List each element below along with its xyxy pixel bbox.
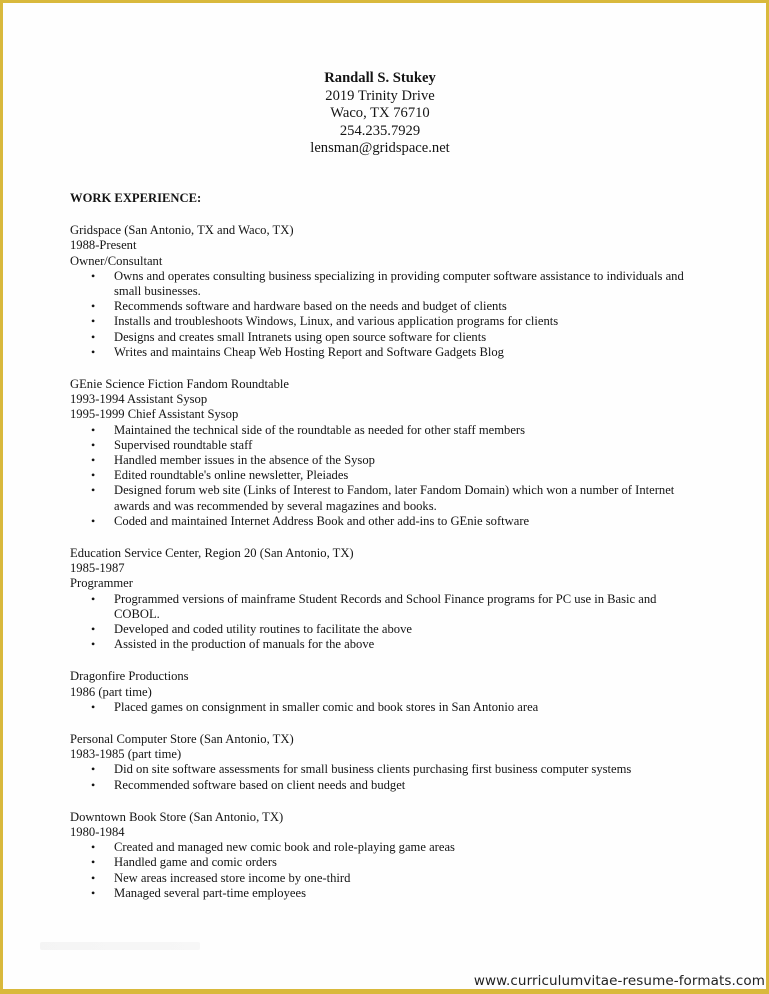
section-title-work-experience: WORK EXPERIENCE:: [70, 190, 202, 205]
candidate-name: Randall S. Stukey: [324, 70, 436, 86]
job-list: [70, 223, 690, 901]
job-entry: [70, 377, 690, 529]
bullet-icon: •: [91, 437, 96, 452]
bullet-icon: •: [91, 314, 96, 329]
duty-list: [70, 592, 690, 653]
duty-text: Installs and troubleshoots Windows, Linux, and various application programs for clients: [114, 314, 559, 329]
duty-text: Coded and maintained Internet Address Book and other add-ins to GEnie software: [114, 513, 530, 528]
bullet-icon: •: [91, 483, 96, 498]
job-employer: Personal Computer Store (San Antonio, TX): [70, 732, 294, 747]
job-employer: Downtown Book Store (San Antonio, TX): [70, 809, 284, 824]
bullet-icon: •: [91, 513, 96, 528]
duty-list: [70, 423, 690, 529]
duty-text: Designed forum web site (Links of Interest to Fandom, later Fandom Domain) which won a number of Internet awards and was recommended by several magazines and books.: [114, 483, 675, 513]
address-line-1: 2019 Trinity Drive: [325, 87, 435, 104]
bullet-icon: •: [91, 591, 96, 606]
duty-item: [70, 778, 690, 793]
duty-text: Recommended software based on client needs and budget: [114, 777, 406, 792]
duty-text: Edited roundtable's online newsletter, Pleiades: [114, 468, 349, 483]
duty-text: New areas increased store income by one-third: [114, 870, 351, 885]
duty-list: [70, 762, 690, 792]
duty-list: [70, 840, 690, 901]
bullet-icon: •: [91, 885, 96, 900]
bullet-icon: •: [91, 840, 96, 855]
job-entry: [70, 546, 690, 652]
job-entry: [70, 669, 690, 715]
job-employer: GEnie Science Fiction Fandom Roundtable: [70, 377, 289, 391]
job-dates: 1993-1994 Assistant Sysop: [70, 392, 208, 407]
duty-text: Handled game and comic orders: [114, 855, 277, 870]
bullet-icon: •: [91, 268, 96, 283]
bullet-icon: •: [91, 468, 96, 483]
bullet-icon: •: [91, 344, 96, 359]
duty-list: [70, 269, 690, 360]
duty-text: Designs and creates small Intranets using open source software for clients: [114, 329, 487, 344]
duty-item: [70, 840, 690, 855]
job-entry: [70, 810, 690, 901]
duty-item: [70, 483, 690, 513]
duty-text: Writes and maintains Cheap Web Hosting Report and Software Gadgets Blog: [114, 344, 504, 359]
faint-watermark: [40, 942, 200, 950]
duty-text: Recommends software and hardware based on the needs and budget of clients: [114, 299, 507, 314]
duty-text: Developed and coded utility routines to facilitate the above: [114, 622, 412, 637]
job-dates: 1988-Present: [70, 238, 137, 253]
job-dates: 1986 (part time): [70, 684, 152, 699]
duty-text: Maintained the technical side of the roundtable as needed for other staff members: [114, 422, 526, 437]
address-line-2: Waco, TX 76710: [330, 105, 430, 122]
bullet-icon: •: [91, 299, 96, 314]
job-entry: [70, 732, 690, 793]
job-dates: 1983-1985 (part time): [70, 747, 182, 762]
duty-item: [70, 637, 690, 652]
phone-number: 254.235.7929: [339, 122, 421, 139]
duty-item: [70, 762, 690, 777]
duty-item: [70, 514, 690, 529]
job-employer: Gridspace (San Antonio, TX and Waco, TX): [70, 223, 294, 238]
job-title: Owner/Consultant: [70, 253, 163, 268]
bullet-icon: •: [91, 637, 96, 652]
bullet-icon: •: [91, 453, 96, 468]
duty-item: [70, 330, 690, 345]
duty-text: Created and managed new comic book and role-playing game areas: [114, 840, 455, 855]
duty-item: [70, 622, 690, 637]
job-title: Programmer: [70, 576, 133, 591]
duty-item: [70, 453, 690, 468]
duty-text: Did on site software assessments for small business clients purchasing first business computer systems: [114, 762, 632, 777]
duty-item: [70, 438, 690, 453]
duty-text: Managed several part-time employees: [114, 885, 306, 900]
duty-text: Handled member issues in the absence of the Sysop: [114, 453, 375, 468]
bullet-icon: •: [91, 855, 96, 870]
duty-list: [70, 700, 690, 715]
bullet-icon: •: [91, 329, 96, 344]
duty-item: [70, 855, 690, 870]
email-address: lensman@gridspace.net: [310, 140, 450, 157]
site-watermark: www.curriculumvitae-resume-formats.com: [473, 973, 765, 989]
job-dates: 1980-1984: [70, 825, 125, 840]
duty-item: [70, 592, 690, 622]
bullet-icon: •: [91, 422, 96, 437]
duty-text: Supervised roundtable staff: [114, 437, 253, 452]
job-entry: [70, 223, 690, 360]
duty-item: [70, 345, 690, 360]
job-employer: Education Service Center, Region 20 (San Antonio, TX): [70, 546, 354, 561]
duty-item: [70, 423, 690, 438]
duty-text: Owns and operates consulting business specializing in providing computer software assistance to individuals and small businesses.: [114, 268, 684, 298]
duty-item: [70, 299, 690, 314]
duty-item: [70, 269, 690, 299]
duty-text: Assisted in the production of manuals for the above: [114, 637, 375, 652]
duty-item: [70, 314, 690, 329]
duty-text: Placed games on consignment in smaller comic and book stores in San Antonio area: [114, 699, 539, 714]
bullet-icon: •: [91, 762, 96, 777]
job-employer: Dragonfire Productions: [70, 669, 189, 684]
duty-item: [70, 871, 690, 886]
job-title: 1995-1999 Chief Assistant Sysop: [70, 407, 239, 422]
duty-item: [70, 700, 690, 715]
job-dates: 1985-1987: [70, 561, 125, 576]
bullet-icon: •: [91, 777, 96, 792]
duty-item: [70, 886, 690, 901]
bullet-icon: •: [91, 622, 96, 637]
resume-page: [70, 70, 690, 901]
bullet-icon: •: [91, 870, 96, 885]
resume-header: [70, 70, 690, 158]
duty-text: Programmed versions of mainframe Student Records and School Finance programs for PC use in Basic and COBOL.: [114, 591, 657, 621]
duty-item: [70, 468, 690, 483]
bullet-icon: •: [91, 699, 96, 714]
